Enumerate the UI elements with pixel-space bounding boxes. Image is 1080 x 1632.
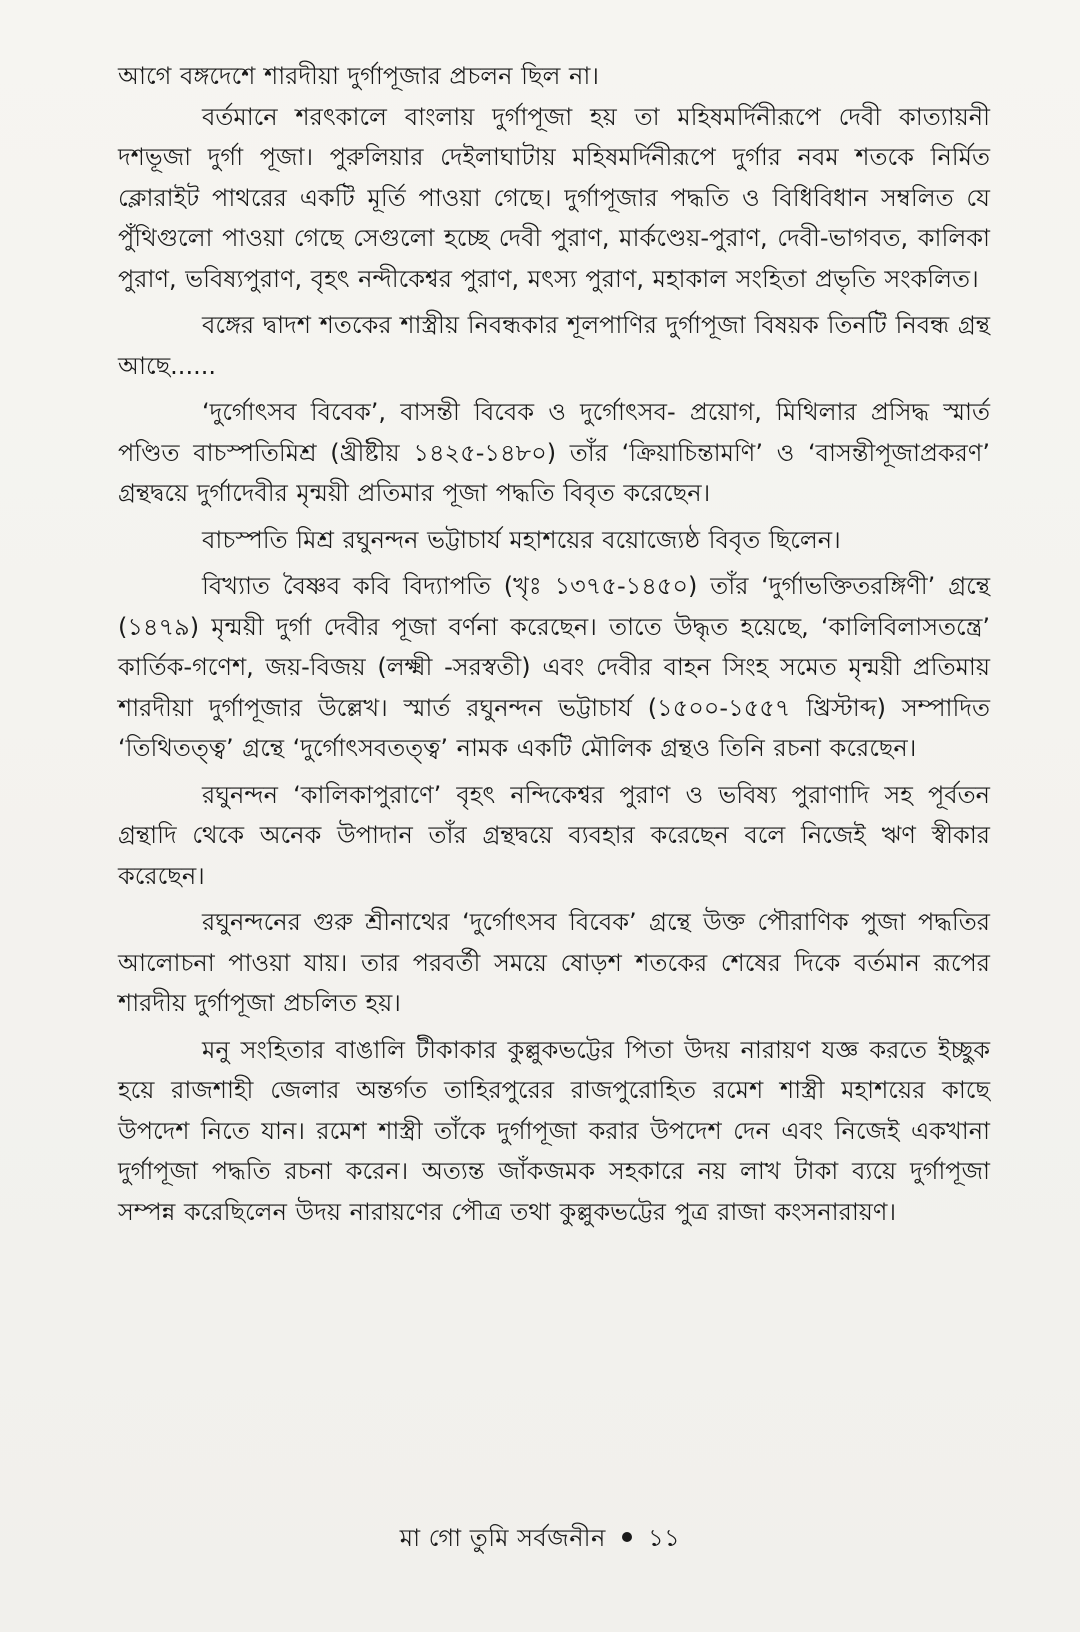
paragraph-7: রঘুনন্দন ‘কালিকাপুরাণে’ বৃহৎ নন্দিকেশ্বর পুরাণ ও ভবিষ্য পুরাণাদি সহ পূর্বতন গ্রন্থাদি থেকে অনেক উপাদান তাঁর গ্রন্থদ্বয়ে ব্যবহার করেছেন বলে নিজেই ঋণ স্বীকার করেছেন। bbox=[118, 780, 990, 890]
body-text bbox=[118, 56, 990, 1232]
paragraph-1: আগে বঙ্গদেশে শারদীয়া দুর্গাপূজার প্রচলন ছিল না। bbox=[118, 62, 599, 90]
paragraph-6: বিখ্যাত বৈষ্ণব কবি বিদ্যাপতি (খৃঃ ১৩৭৫-১৪৫০) তাঁর ‘দুর্গাভক্তিতরঙ্গিণী’ গ্রন্থে (১৪৭৯) মৃন্ময়ী দুর্গা দেবীর পূজা বর্ণনা করেছেন। তাতে উদ্ধৃত হয়েছে, ‘কালিবিলাসতন্ত্রে’ কার্তিক-গণেশ, জয়-বিজয় (লক্ষ্মী -সরস্বতী) এবং দেবীর বাহন সিংহ সমেত মৃন্ময়ী প্রতিমায় শারদীয়া দুর্গাপূজার উল্লেখ। স্মার্ত রঘুনন্দন ভট্টাচার্য (১৫০০-১৫৫৭ খ্রিস্টাব্দ) সম্পাদিত ‘তিথিতত্ত্ব’ গ্রন্থে ‘দুর্গোৎসবতত্ত্ব’ নামক একটি মৌলিক গ্রন্থও তিনি রচনা করেছেন। bbox=[118, 572, 990, 762]
paragraph-3: বঙ্গের দ্বাদশ শতকের শাস্ত্রীয় নিবন্ধকার শূলপাণির দুর্গাপূজা বিষয়ক তিনটি নিবন্ধ গ্রন্থ আছে...... bbox=[118, 311, 990, 380]
page-footer bbox=[0, 1520, 1080, 1560]
footer-book-title: মা গো তুমি সর্বজনীন bbox=[399, 1524, 606, 1552]
paragraph-2: বর্তমানে শরৎকালে বাংলায় দুর্গাপূজা হয় তা মহিষমর্দিনীরূপে দেবী কাত্যায়নী দশভূজা দুর্গা পূজা। পুরুলিয়ার দেইলাঘাটায় মহিষমর্দিনীরূপে দুর্গার নবম শতকে নির্মিত ক্লোরাইট পাথরের একটি মূর্তি পাওয়া গেছে। দুর্গাপূজার পদ্ধতি ও বিধিবিধান সম্বলিত যে পুঁথিগুলো পাওয়া গেছে সেগুলো হচ্ছে দেবী পুরাণ, মার্কণ্ডেয়-পুরাণ, দেবী-ভাগবত, কালিকা পুরাণ, ভবিষ্যপুরাণ, বৃহৎ নন্দীকেশ্বর পুরাণ, মৎস্য পুরাণ, মহাকাল সংহিতা প্রভৃতি সংকলিত। bbox=[118, 102, 990, 293]
paragraph-5: বাচস্পতি মিশ্র রঘুনন্দন ভট্টাচার্য মহাশয়ের বয়োজ্যেষ্ঠ বিবৃত ছিলেন। bbox=[202, 525, 841, 554]
paragraph-8: রঘুনন্দনের গুরু শ্রীনাথের ‘দুর্গোৎসব বিবেক’ গ্রন্থে উক্ত পৌরাণিক পুজা পদ্ধতির আলোচনা পাওয়া যায়। তার পরবর্তী সময়ে ষোড়শ শতকের শেষের দিকে বর্তমান রূপের শারদীয় দুর্গাপূজা প্রচলিত হয়। bbox=[118, 908, 990, 1017]
footer-page-number: ১১ bbox=[648, 1524, 681, 1552]
footer-bullet bbox=[622, 1532, 632, 1542]
paragraph-4: ‘দুর্গোৎসব বিবেক’, বাসন্তী বিবেক ও দুর্গোৎসব- প্রয়োগ, মিথিলার প্রসিদ্ধ স্মার্ত পণ্ডিত বাচস্পতিমিশ্র (খ্রীষ্টীয় ১৪২৫-১৪৮০) তাঁর ‘ক্রিয়াচিন্তামণি’ ও ‘বাসন্তীপূজাপ্রকরণ’ গ্রন্থদ্বয়ে দুর্গাদেবীর মৃন্ময়ী প্রতিমার পূজা পদ্ধতি বিবৃত করেছেন। bbox=[118, 398, 990, 507]
paragraph-9: মনু সংহিতার বাঙালি টীকাকার কুল্লুকভট্টের পিতা উদয় নারায়ণ যজ্ঞ করতে ইচ্ছুক হয়ে রাজশাহী জেলার অন্তর্গত তাহিরপুরের রাজপুরোহিত রমেশ শাস্ত্রী মহাশয়ের কাছে উপদেশ নিতে যান। রমেশ শাস্ত্রী তাঁকে দুর্গাপূজা করার উপদেশ দেন এবং নিজেই একখানা দুর্গাপূজা পদ্ধতি রচনা করেন। অত্যন্ত জাঁকজমক সহকারে নয় লাখ টাকা ব্যয়ে দুর্গাপূজা সম্পন্ন করেছিলেন উদয় নারায়ণের পৌত্র তথা কুল্লুকভট্টের পুত্র রাজা কংসনারায়ণ। bbox=[118, 1035, 990, 1226]
